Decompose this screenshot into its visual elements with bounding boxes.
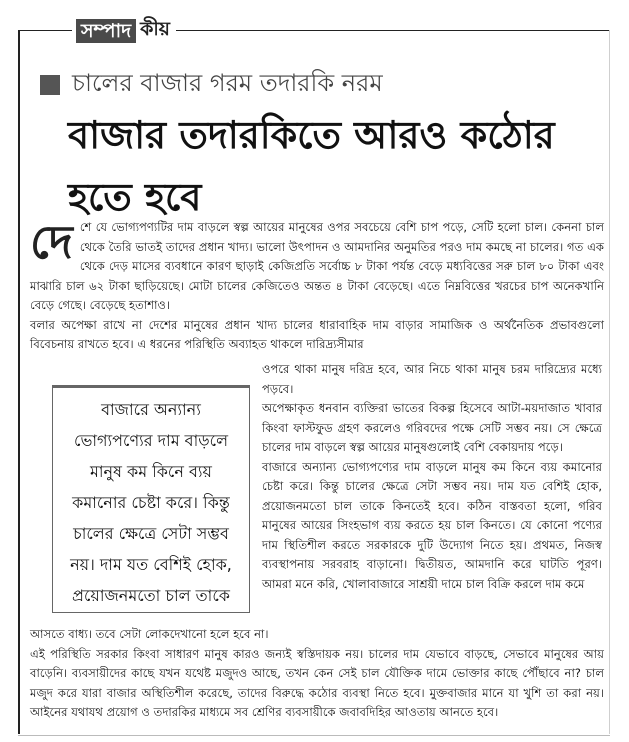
body-bottom <box>30 625 604 723</box>
paragraph-bottom-2: এই পরিস্থিতি সরকার কিংবা সাধারণ মানুষ কারও জন্যই স্বস্তিদায়ক নয়। চালের দাম যেভাবে বাড়ছে, সেভাবে মানুষের আয় বাড়েনি। ব্যবসায়ীদের কাছে যখন যথেষ্ট মজুদও আছে, তখন কেন সেই চাল যৌক্তিক দামে ভোক্তার কাছে পৌঁছাবে না? চাল মজুদ করে যারা বাজার অস্থিতিশীল করেছে, তাদের বিরুদ্ধে কঠোর ব্যবস্থা নিতে হবে। মুক্তবাজার মানে যা খুশি তা করা নয়। আইনের যথাযথ প্রয়োগ ও তদারকির মাধ্যমে সব শ্রেণির ব্যবসায়ীকে জবাবদিহির আওতায় আনতে হবে। <box>30 646 604 719</box>
paragraph-right-3: বাজারে অন্যান্য ভোগ্যপণ্যের দাম বাড়লে মানুষ কম কিনে ব্যয় কমানোর চেষ্টা করে। কিন্তু চালের ক্ষেত্রে সেটা সম্ভব নয়। দাম যত বেশিই হোক, প্রয়োজনমতো চাল তাকে কিনতেই হবে। কঠিন বাস্তবতা হলো, গরিব মানুষের আয়ের সিংহভাগ ব্যয় করতে হয় চাল কিনতে। যে কোনো পণ্যের দাম স্থিতিশীল করতে সরকারকে দুটি উদ্যোগ নিতে হয়। প্রথমত, নিজস্ব ব্যবস্থাপনায় সরবরাহ বাড়ানো। দ্বিতীয়ত, আমদানি করে ঘাটতি পূরণ। আমরা মনে করি, খোলাবাজারে সাশ্রয়ী দামে চাল বিক্রি করলে দাম কমে <box>262 459 602 591</box>
pull-quote: বাজারে অন্যান্য ভোগ্যপণ্যের দাম বাড়লে মানুষ কম কিনে ব্যয় কমানোর চেষ্টা করে। কিন্তু চালের ক্ষেত্রে সেটা সম্ভব নয়। দাম যত বেশিই হোক, প্রয়োজনমতো চাল তাকে <box>52 387 250 613</box>
paragraph-right-1: ওপরে থাকা মানুষ দরিদ্র হবে, আর নিচে থাকা মানুষ চরম দারিদ্র্যের মধ্যে পড়বে। <box>262 362 602 396</box>
paragraph-2: বলার অপেক্ষা রাখে না দেশের মানুষের প্রধান খাদ্য চালের ধারাবাহিক দাম বাড়ার সামাজিক ও অর্থনৈতিক প্রভাবগুলো বিবেচনায় রাখতে হবে। এ ধরনের পরিস্থিতি অব্যাহত থাকলে দারিদ্র্যসীমার <box>30 317 604 351</box>
kicker-text: চালের বাজার গরম তদারকি নরম <box>72 69 383 97</box>
kicker-row <box>40 70 600 100</box>
frame-bottom-rule <box>18 735 610 736</box>
paragraph-1-text: শে যে ভোগ্যপণ্যটির দাম বাড়লে স্বল্প আয়ের মানুষের ওপর সবচেয়ে বেশি চাপ পড়ে, সেটি হলো চাল। কেননা চাল থেকে তৈরি ভাতই তাদের প্রধান খাদ্য। ভালো উৎপাদন ও আমদানির অনুমতির পরও দাম কমছে না চালের। গত এক থেকে দেড় মাসের ব্যবধানে কারণ ছাড়াই কেজিপ্রতি সর্বোচ্চ ৮ টাকা পর্যন্ত বেড়ে মধ্যবিত্তের সরু চাল ৮০ টাকা এবং মাঝারি চাল ৬২ টাকা ছাড়িয়েছে। মোটা চালের কেজিতেও অন্তত ৪ টাকা বেড়েছে। এতে নিম্নবিত্তের খরচের চাপ অনেকখানি বেড়ে গেছে। বেড়েছে হতাশাও। <box>30 220 604 312</box>
body-top <box>30 215 604 355</box>
section-masthead <box>72 16 176 46</box>
section-label-highlight: সম্পাদ <box>76 19 136 43</box>
paragraph-1 <box>30 215 604 316</box>
body-right-column <box>262 360 602 594</box>
dropcap: দে <box>30 215 73 269</box>
section-label-rest: কীয় <box>140 18 170 40</box>
headline: বাজার তদারকিতে আরও কঠোর হতে হবে <box>68 113 555 219</box>
square-bullet-icon <box>40 75 60 95</box>
frame-left-rule <box>18 30 20 734</box>
paragraph-right-2: অপেক্ষাকৃত ধনবান ব্যক্তিরা ভাতের বিকল্প হিসেবে আটা-ময়দাজাত খাবার কিংবা ফাস্টফুড গ্রহণ করলেও গরিবদের পক্ষে সেটি সম্ভব নয়। সে ক্ষেত্রে চালের দাম বাড়লে স্বল্প আয়ের মানুষগুলোই বেশি বেকায়দায় পড়ে। <box>262 401 602 454</box>
paragraph-bottom-1: আসতে বাধ্য। তবে সেটা লোকদেখানো হলে হবে না। <box>30 627 269 641</box>
frame-right-rule <box>609 30 610 734</box>
